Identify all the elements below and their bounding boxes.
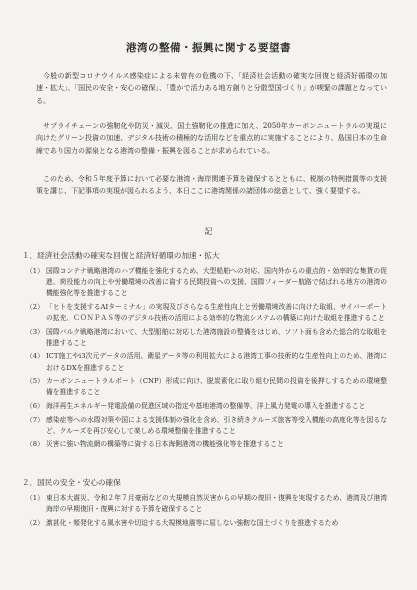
- intro-paragraph-3: このため、令和５年度予算において必要な港湾・海岸関連予算を確保するとともに、税制の特例措置等の支援策を講じ、下記事項の実現が図られるよう、本日ここに港湾関係の諸団体の総意として、強く要望する。: [36, 175, 387, 196]
- item-text: 海洋再生エネルギー発電設備の促進区域の指定や基地港湾の整備等、洋上風力発電の導入を推進すること: [46, 402, 366, 410]
- ki-heading: 記: [204, 227, 213, 236]
- list-item: [22, 518, 387, 529]
- section-economy: [22, 250, 387, 453]
- item-text: 国際コンテナ戦略港湾のハブ機能を強化するため、大型船舶への対応、国内外からの重点的・効率的な集貨の促進、荷役能力の向上や労働環境の改善に資する民間投資への支援、国際フィーダー航路で結ばれる地方の港湾の機能強化等を推進すること: [46, 267, 387, 298]
- item-number: （6）: [26, 402, 44, 410]
- intro-paragraph-2: サプライチェーンの強靭化や防災・減災、国土強靭化の推進に加え、2050年カーボンニュートラルの実現に向けたグリーン投資の加速、デジタル技術の積極的な活用などを重点的に実施することにより、島国日本の生命線であり国力の源泉となる港湾の整備・振興を図ることが求められている。: [36, 122, 387, 155]
- item-number: （3）: [26, 327, 44, 336]
- item-text: 感染症等への水際対策や国による支援体制の強化を含め、引き続きクルーズ旅客等受入機能の高度化等を図るなど、クルーズを再び安心して楽しめる環境整備を推進すること: [46, 415, 387, 435]
- section-heading: ２．国民の安全・安心の確保: [22, 478, 121, 487]
- list-item: [22, 302, 387, 324]
- item-text: カーボンニュートラルポート（CNP）形成に向け、脱炭素化に取り組む民間の投資を後押しするための環境整備を推進すること: [46, 377, 387, 397]
- item-number: （4）: [26, 352, 44, 361]
- item-number: （8）: [26, 440, 44, 449]
- list-item: [22, 493, 387, 515]
- section-heading: １．経済社会活動の確実な回復と経済好循環の加速・拡大: [22, 251, 220, 260]
- item-number: （1）: [26, 494, 44, 502]
- list-item: [22, 401, 387, 412]
- item-text: 災害に強い物流網の構築等に資する日本海側港湾の機能強化等を推進すること: [46, 440, 284, 449]
- item-text: ICT施工やi3次元データの活用、衛星データ等の利用拡大による港湾工事の技術的な生産性向上のため、港湾におけるDXを推進すること: [46, 352, 387, 372]
- item-number: （2）: [26, 518, 44, 527]
- item-text: 「ヒトを支援するAIターミナル」の実現及びさらなる生産性向上と労働環境改善に向けた取組、サイバーポートの拡充、ＣＯＮＰＡＳ等のデジタル技術の活用による効率的な物流システムの構築に向けた取組を推進すること: [46, 302, 387, 322]
- intro-paragraph-1: 今般の新型コロナウイルス感染症による未曾有の危機の下、「経済社会活動の確実な回復と経済好循環の加速・拡大」、「国民の安全・安心の確保」、「豊かで活力ある地方創りと分散型国づくり」が喫緊の課題となっている。: [36, 72, 387, 105]
- document-title: 港湾の整備・振興に関する要望書: [126, 42, 291, 54]
- item-number: （5）: [26, 377, 44, 386]
- list-item: [22, 415, 387, 437]
- list-item: [22, 327, 387, 349]
- list-item: [22, 266, 387, 299]
- list-item: [22, 376, 387, 398]
- section-safety: [22, 477, 387, 531]
- item-number: （2）: [26, 302, 44, 311]
- item-text: 東日本大震災、令和２年７月豪雨などの大規模自然災害からの早期の復旧・復興を実現するため、港湾及び港湾海岸の早期復旧・復興に対する予算を確保すること: [46, 494, 387, 514]
- list-item: [22, 439, 387, 450]
- list-item: [22, 351, 387, 373]
- item-text: 激甚化・頻発化する風水害や切迫する大規模地震等に屈しない強靭な国土づくりを推進するため: [46, 518, 339, 527]
- item-number: （1）: [26, 267, 44, 275]
- item-text: 国際バルク戦略港湾において、大型船舶に対応した港湾施設の整備をはじめ、ソフト面も含めた総合的な取組を推進すること: [46, 327, 387, 347]
- item-number: （7）: [26, 415, 44, 424]
